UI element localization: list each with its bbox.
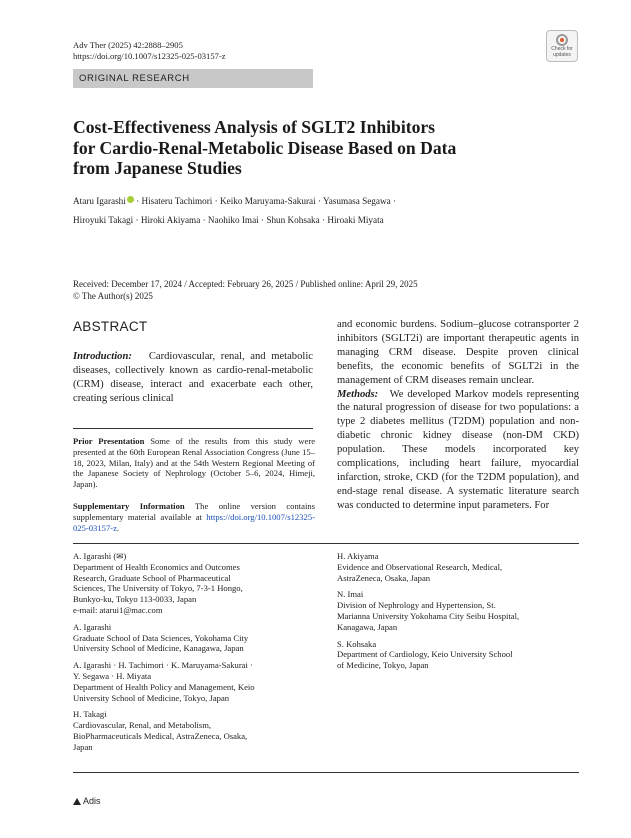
prior-presentation-text: Some of the results from this study were presented at the 60th European Renal Association Congress (June 15–18, 2023, Milan, Italy) and at the 54th Western Regional Meeting of the Japanese Society of Nephrology (October 5–6, 2024, Himeji, Japan). bbox=[73, 436, 316, 490]
affiliation-author: A. Igarashi · H. Tachimori · K. Maruyama-Sakurai · bbox=[73, 660, 253, 671]
affiliation-author: N. Imai bbox=[337, 589, 364, 600]
affiliation-block bbox=[73, 709, 318, 752]
introduction-text: Cardiovascular, renal, and metabolic diseases, collectively known as cardio-renal-metabolic (CRM) disease, interact and exacerbate each other, creating serious clinical bbox=[73, 351, 313, 404]
publisher-footer bbox=[73, 796, 101, 806]
affiliation-block bbox=[73, 660, 318, 703]
notes-divider bbox=[73, 428, 313, 429]
author-first[interactable]: Ataru Igarashi bbox=[73, 196, 126, 206]
abstract-right-column bbox=[337, 318, 579, 513]
affiliation-author: H. Akiyama bbox=[337, 551, 379, 561]
abstract-introduction bbox=[73, 350, 313, 406]
affiliation-line: Evidence and Observational Research, Medical, bbox=[337, 561, 503, 572]
affiliation-line: Department of Health Economics and Outcomes bbox=[73, 561, 240, 572]
article-title bbox=[73, 117, 543, 179]
prior-presentation-label: Prior Presentation bbox=[73, 436, 145, 446]
introduction-continued: and economic burdens. Sodium–glucose cotransporter 2 inhibitors (SGLT2i) are important therapeutic agents in managing CRM disease. Despite proven clinical benefits, the economic benefits of SGLT2i in the management of CRM diseases remain unclear. bbox=[337, 319, 579, 386]
orcid-icon[interactable] bbox=[127, 196, 134, 203]
title-line-1: Cost-Effectiveness Analysis of SGLT2 Inhibitors bbox=[73, 117, 436, 137]
adis-logo-icon bbox=[73, 798, 81, 805]
supplementary-link[interactable]: https://doi.org/10.1007/s12325-025-03157-z bbox=[73, 511, 315, 533]
journal-header bbox=[73, 40, 226, 62]
affiliation-line: Bunkyo-ku, Tokyo 113-0033, Japan bbox=[73, 594, 197, 605]
affiliation-line: Division of Nephrology and Hypertension, St. bbox=[337, 600, 496, 611]
affiliation-line: BioPharmaceuticals Medical, AstraZeneca, Osaka, bbox=[73, 730, 248, 741]
doi-link[interactable]: https://doi.org/10.1007/s12325-025-03157-z bbox=[73, 51, 226, 61]
affiliation-line: Y. Segawa · H. Miyata bbox=[73, 670, 152, 681]
affiliation-line: Sciences, The University of Tokyo, 7-3-1 Hongo, bbox=[73, 583, 243, 594]
title-line-2: for Cardio-Renal-Metabolic Disease Based on Data bbox=[73, 137, 457, 158]
methods-text: We developed Markov models representing the natural progression of disease for two populations: a type 2 diabetes mellitus (T2DM) population and non-diabetic chronic kidney disease (non-DM CKD) population. These models incorporated key complications, including heart failure, myocardial infarction, stroke, CKD (for the T2DM population), and end-stage renal disease. A systematic literature search was conducted to determine input parameters. For bbox=[337, 388, 579, 511]
authors-line-2: Hiroyuki Takagi · Hiroki Akiyama · Naohiko Imai · Shun Kohsaka · Hiroaki Miyata bbox=[73, 215, 384, 225]
affiliation-line: Department of Cardiology, Keio University School bbox=[337, 649, 513, 660]
affiliation-author: A. Igarashi bbox=[73, 621, 112, 632]
footer-divider bbox=[73, 772, 579, 773]
affiliation-block bbox=[337, 551, 582, 583]
abstract-methods bbox=[337, 388, 579, 513]
title-line-3: from Japanese Studies bbox=[73, 158, 242, 178]
supplementary-label: Supplementary Information bbox=[73, 501, 185, 511]
supplementary-note bbox=[73, 501, 315, 533]
publisher-name: Adis bbox=[83, 796, 101, 806]
affiliation-author: H. Takagi bbox=[73, 709, 107, 720]
prior-presentation-note bbox=[73, 436, 315, 490]
check-for-updates-badge[interactable] bbox=[546, 30, 578, 62]
journal-reference: Adv Ther (2025) 42:2888–2905 bbox=[73, 40, 183, 50]
affiliations-right bbox=[337, 551, 582, 677]
affiliation-author: A. Igarashi (✉) bbox=[73, 551, 127, 561]
affiliation-line: Department of Health Policy and Management, Keio bbox=[73, 681, 255, 692]
affiliation-line[interactable]: e-mail: atarui1@mac.com bbox=[73, 604, 163, 615]
affiliations-divider bbox=[73, 543, 579, 544]
dates-line: Received: December 17, 2024 / Accepted: February 26, 2025 / Published online: April 29, 2025 bbox=[73, 279, 418, 289]
affiliation-line: Graduate School of Data Sciences, Yokohama City bbox=[73, 632, 249, 643]
affiliation-line: University School of Medicine, Kanagawa, Japan bbox=[73, 643, 244, 654]
affiliation-author: S. Kohsaka bbox=[337, 638, 377, 649]
check-updates-text-1: Check for bbox=[551, 46, 573, 52]
affiliation-line: of Medicine, Tokyo, Japan bbox=[337, 660, 429, 671]
affiliation-block bbox=[337, 589, 582, 632]
affiliation-line: AstraZeneca, Osaka, Japan bbox=[337, 572, 431, 583]
section-label: ORIGINAL RESEARCH bbox=[73, 69, 313, 88]
supplementary-end: . bbox=[116, 522, 120, 533]
introduction-label: Introduction: bbox=[73, 351, 132, 362]
affiliation-line: University School of Medicine, Tokyo, Japan bbox=[73, 692, 230, 703]
copyright-line: © The Author(s) 2025 bbox=[73, 290, 153, 301]
affiliation-block bbox=[73, 622, 318, 654]
check-updates-text-2: updates bbox=[553, 51, 571, 58]
affiliation-block bbox=[73, 551, 318, 616]
affiliation-block bbox=[337, 639, 582, 671]
crossmark-icon bbox=[556, 34, 568, 46]
affiliations-left bbox=[73, 551, 318, 759]
affiliation-line: Marianna University Yokohama City Seibu Hospital, bbox=[337, 610, 520, 621]
abstract-heading: ABSTRACT bbox=[73, 319, 148, 334]
methods-label: Methods: bbox=[337, 388, 379, 400]
author-list bbox=[73, 192, 573, 230]
affiliation-line: Research, Graduate School of Pharmaceutical bbox=[73, 572, 231, 583]
affiliation-line: Kanagawa, Japan bbox=[337, 621, 398, 632]
affiliation-line: Japan bbox=[73, 741, 93, 752]
supplementary-text: The online version contains supplementary material available at bbox=[73, 501, 315, 522]
publication-dates bbox=[73, 279, 573, 302]
affiliation-line: Cardiovascular, Renal, and Metabolism, bbox=[73, 720, 212, 731]
authors-line-1: · Hisateru Tachimori · Keiko Maruyama-Sakurai · Yasumasa Segawa · bbox=[133, 196, 397, 206]
